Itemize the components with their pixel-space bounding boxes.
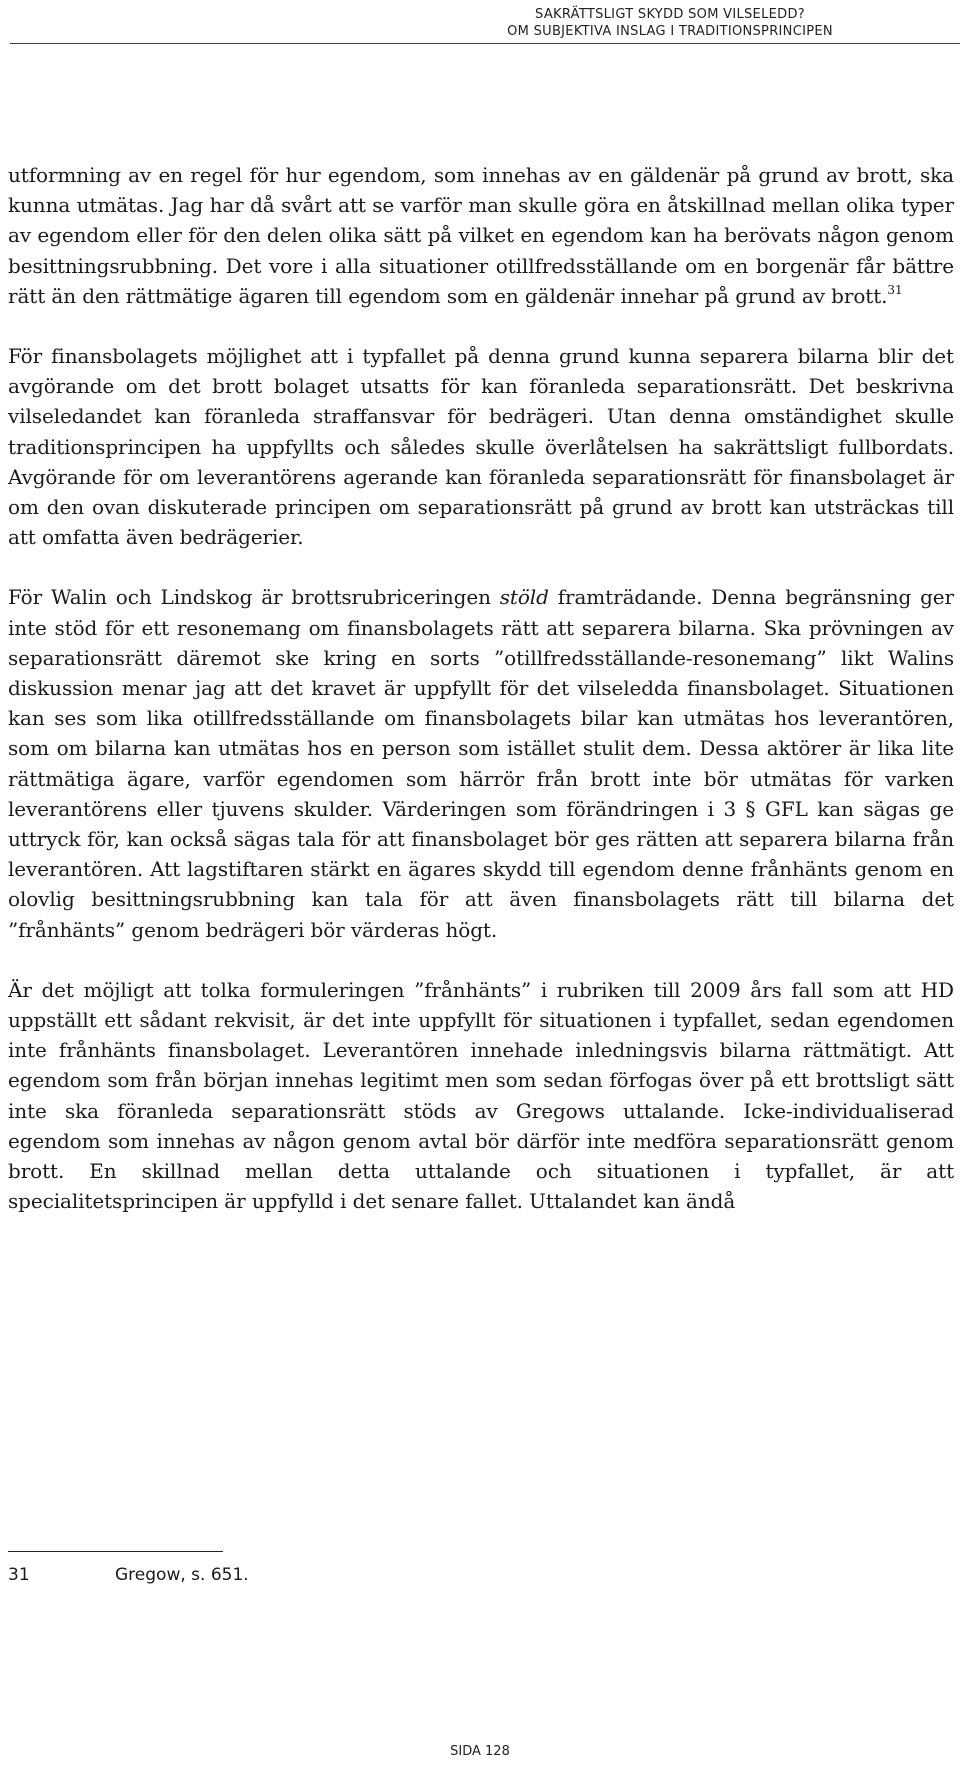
header-subtitle: OM SUBJEKTIVA INSLAG I TRADITIONSPRINCIPEN	[507, 24, 833, 39]
footnote-reference: 31	[887, 282, 903, 297]
footnote-number: 31	[8, 1565, 30, 1585]
emphasized-term: stöld	[499, 585, 549, 610]
body-text	[8, 160, 954, 1217]
paragraph-text: utformning av en regel för hur egendom, som innehas av en gäldenär på grund av brott, ska kunna utmätas. Jag har då svårt att se varför man skulle göra en åtskillnad mellan olika typer av egendom eller för den delen olika sätt på vilket en egendom kan ha berövats någon genom besittningsrubbning. Det vore i alla situationer otillfredsställande om en borgenär får bättre rätt än den rättmätige ägaren till egendom som en gäldenär innehar på grund av brott.	[8, 163, 954, 308]
footnote-text: Gregow, s. 651.	[115, 1565, 249, 1585]
footnote	[8, 1565, 249, 1585]
paragraph-1	[8, 160, 954, 311]
paragraph-text: För Walin och Lindskog är brottsrubriceringen	[8, 585, 500, 610]
running-header	[390, 6, 950, 40]
paragraph-text: framträdande. Denna begränsning ger inte stöd för ett resonemang om finansbolagets rätt att separera bilarna. Ska prövningen av separationsrätt däremot ske kring en sorts ”otillfredsställande-resonemang” likt Walins diskussion menar jag att det kravet är uppfyllt för det vilseledda finansbolaget. Situationen kan ses som lika otillfredsställande om finansbolagets bilar kan utmätas hos leverantören, som om bilarna kan utmätas hos en person som istället stulit dem. Dessa aktörer är lika lite rättmätiga ägare, varför egendomen som härrör från brott inte bör utmätas för varken leverantörens eller tjuvens skulder. Värderingen som förändringen i 3 § GFL kan sägas ge uttryck för, kan också sägas tala för att finansbolaget bör ges rätten att separera bilarna från leverantören. Att lagstiftaren stärkt en ägares skydd till egendom denne frånhänts genom en olovlig besittningsrubbning kan tala för att även finansbolagets rätt till bilarna det ”frånhänts” genom bedrägeri bör värderas högt.	[8, 585, 954, 942]
paragraph-4: Är det möjligt att tolka formuleringen ”frånhänts” i rubriken till 2009 års fall som att HD uppställt ett sådant rekvisit, är det inte uppfyllt för situationen i typfallet, sedan egendomen inte frånhänts finansbolaget. Leverantören innehade inledningsvis bilarna rättmätigt. Att egendom som från början innehas legitimt men som sedan förfogas över på ett brottsligt sätt inte ska föranleda separationsrätt stöds av Gregows uttalande. Icke-individualiserad egendom som innehas av någon genom avtal bör därför inte medföra separationsrätt genom brott. En skillnad mellan detta uttalande och situationen i typfallet, är att specialitetsprincipen är uppfylld i det senare fallet. Uttalandet kan ändå	[8, 977, 954, 1214]
page-number: SIDA 128	[450, 1744, 510, 1759]
footnote-divider	[8, 1551, 223, 1552]
paragraph-2: För finansbolagets möjlighet att i typfallet på denna grund kunna separera bilarna blir det avgörande om det brott bolaget utsatts för kan föranleda separationsrätt. Det beskrivna vilseledandet kan föranleda straffansvar för bedrägeri. Utan denna omständighet skulle traditionsprincipen ha uppfyllts och således skulle överlåtelsen ha sakrättsligt fullbordats. Avgörande för om leverantörens agerande kan föranleda separationsrätt för finansbolaget är om den ovan diskuterade principen om separationsrätt på grund av brott kan utsträckas till att omfatta även bedrägerier.	[8, 344, 954, 550]
header-divider	[10, 43, 960, 44]
paragraph-3	[8, 582, 954, 944]
header-title: SAKRÄTTSLIGT SKYDD SOM VILSELEDD?	[535, 7, 805, 22]
